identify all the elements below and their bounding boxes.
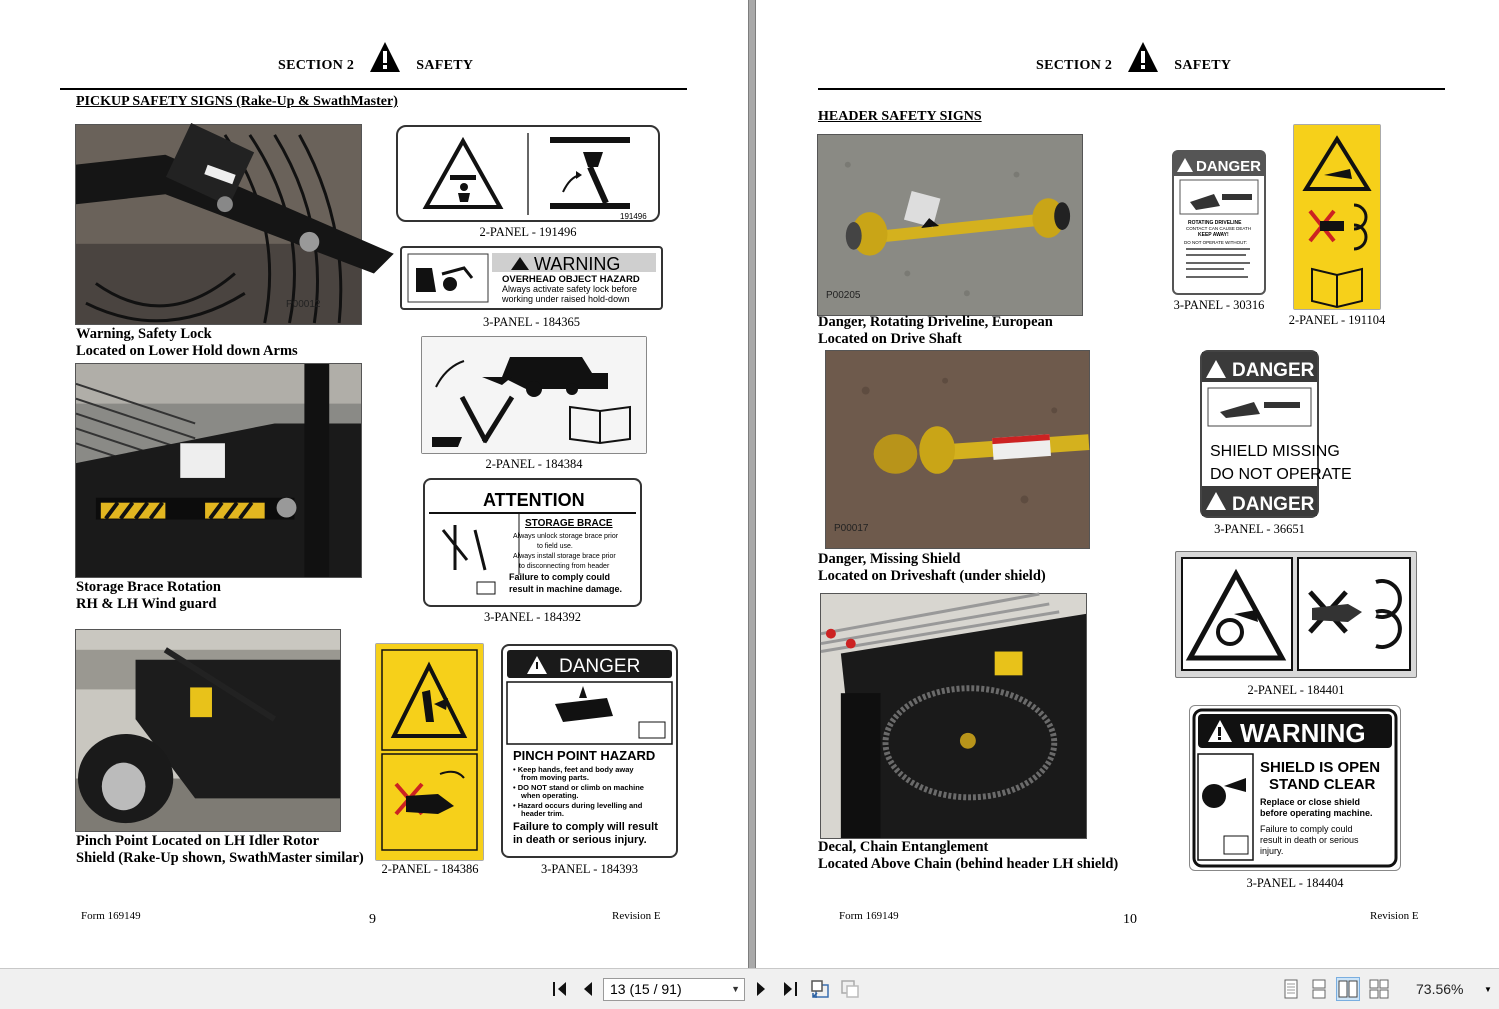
decal-label: 2-PANEL - 184386 xyxy=(381,862,479,876)
photo-chain-entanglement xyxy=(820,593,1087,839)
decal-label: 2-PANEL - 191496 xyxy=(479,225,577,239)
go-back-button[interactable] xyxy=(808,977,832,1001)
section-title: SAFETY xyxy=(1174,58,1232,73)
photo-caption: Decal, Chain Entanglement Located Above Chain (behind header LH shield) xyxy=(818,839,1119,872)
page-gutter xyxy=(748,0,756,968)
svg-text:OVERHEAD OBJECT HAZARD: OVERHEAD OBJECT HAZARD xyxy=(502,274,640,285)
warning-triangle-icon xyxy=(1126,40,1160,74)
warning-triangle-icon xyxy=(368,40,402,74)
svg-text:STAND CLEAR: STAND CLEAR xyxy=(1269,776,1376,793)
decal-184393 xyxy=(501,644,678,858)
document-page-right xyxy=(756,0,1499,968)
facing-view-button[interactable] xyxy=(1336,977,1360,1001)
forward-view-icon xyxy=(839,978,861,1000)
svg-text:when operating.: when operating. xyxy=(521,791,579,800)
previous-page-button[interactable] xyxy=(576,977,600,1001)
section-title: SAFETY xyxy=(416,58,474,73)
header-rule xyxy=(818,88,1445,90)
decal-label: 2-PANEL - 191104 xyxy=(1288,313,1386,327)
first-page-button[interactable] xyxy=(548,977,572,1001)
svg-text:• Keep hands, feet and body aw: • Keep hands, feet and body away xyxy=(513,765,634,774)
svg-text:before operating machine.: before operating machine. xyxy=(1260,808,1373,818)
svg-text:working under raised hold-down: working under raised hold-down xyxy=(502,294,630,304)
photo-rotating-driveline xyxy=(817,134,1083,316)
continuous-view-button[interactable] xyxy=(1307,977,1331,1001)
photo-missing-shield xyxy=(825,350,1090,549)
decal-184365 xyxy=(400,246,663,310)
footer-revision: Revision E xyxy=(612,910,661,922)
section-header xyxy=(1036,40,1231,74)
section-heading: PICKUP SAFETY SIGNS (Rake-Up & SwathMaster) xyxy=(76,94,398,109)
decal-191496 xyxy=(396,125,660,222)
continuous-facing-view-button[interactable] xyxy=(1367,977,1391,1001)
footer-form: Form 169149 xyxy=(839,910,899,922)
photo-code: P00017 xyxy=(834,523,869,534)
svg-text:WARNING: WARNING xyxy=(1240,718,1366,748)
svg-text:STORAGE BRACE: STORAGE BRACE xyxy=(525,518,613,529)
header-rule xyxy=(60,88,687,90)
single-page-view-button[interactable] xyxy=(1279,977,1303,1001)
svg-text:SHIELD MISSING: SHIELD MISSING xyxy=(1210,443,1340,460)
svg-text:WARNING: WARNING xyxy=(534,254,621,274)
decal-label: 2-PANEL - 184401 xyxy=(1247,683,1345,697)
svg-text:DANGER: DANGER xyxy=(1232,494,1315,515)
continuous-facing-icon xyxy=(1369,979,1389,999)
svg-text:KEEP AWAY!: KEEP AWAY! xyxy=(1198,232,1229,238)
svg-text:Failure to comply could: Failure to comply could xyxy=(1260,824,1353,834)
photo-storage-brace xyxy=(75,363,362,578)
svg-text:to disconnecting from header: to disconnecting from header xyxy=(519,563,610,570)
svg-text:to field use.: to field use. xyxy=(537,543,573,550)
decal-184404 xyxy=(1189,705,1401,871)
last-page-icon xyxy=(780,979,800,999)
dropdown-arrow-icon: ▼ xyxy=(1484,984,1492,994)
svg-text:Failure to comply will result: Failure to comply will result xyxy=(513,821,658,833)
svg-text:Replace or close shield: Replace or close shield xyxy=(1260,797,1361,807)
svg-text:Always activate safety lock be: Always activate safety lock before xyxy=(502,284,638,294)
svg-text:result in machine damage.: result in machine damage. xyxy=(509,584,623,594)
svg-text:Always unlock storage brace pr: Always unlock storage brace prior xyxy=(513,533,619,540)
decal-184386 xyxy=(375,643,484,861)
svg-text:ROTATING DRIVELINE: ROTATING DRIVELINE xyxy=(1188,220,1242,226)
decal-label: 3-PANEL - 30316 xyxy=(1173,298,1265,312)
photo-code: P00205 xyxy=(826,290,861,301)
svg-text:result in death or serious: result in death or serious xyxy=(1260,835,1359,845)
decal-label: 3-PANEL - 184365 xyxy=(483,315,580,329)
next-page-button[interactable] xyxy=(749,977,773,1001)
svg-text:injury.: injury. xyxy=(1260,846,1284,856)
decal-label: 3-PANEL - 184404 xyxy=(1246,876,1344,890)
photo-code: P00012 xyxy=(286,299,321,310)
section-label: SECTION 2 xyxy=(1036,58,1113,73)
section-header xyxy=(278,40,473,74)
photo-safety-lock xyxy=(75,124,362,325)
continuous-page-icon xyxy=(1310,979,1328,999)
svg-text:from moving parts.: from moving parts. xyxy=(521,773,589,782)
page-number: 10 xyxy=(1123,912,1137,927)
svg-text:CONTACT CAN CAUSE DEATH: CONTACT CAN CAUSE DEATH xyxy=(1186,226,1252,231)
decal-30316 xyxy=(1172,150,1266,295)
decal-code: 191496 xyxy=(620,212,647,221)
svg-text:SHIELD IS OPEN: SHIELD IS OPEN xyxy=(1260,759,1381,776)
zoom-dropdown-button[interactable] xyxy=(1480,977,1496,1001)
dropdown-arrow-icon: ▼ xyxy=(731,984,740,994)
decal-label: 3-PANEL - 184392 xyxy=(484,610,581,624)
svg-text:DANGER: DANGER xyxy=(559,656,641,677)
decal-label: 2-PANEL - 184384 xyxy=(485,457,583,471)
svg-text:DANGER: DANGER xyxy=(1232,360,1315,381)
photo-caption: Storage Brace Rotation RH & LH Wind guard xyxy=(76,579,221,612)
decal-label: 3-PANEL - 184393 xyxy=(541,862,638,876)
first-page-icon xyxy=(550,979,570,999)
decal-191104 xyxy=(1293,124,1381,310)
last-page-button[interactable] xyxy=(778,977,802,1001)
decal-184401 xyxy=(1175,551,1417,678)
navigation-toolbar xyxy=(0,968,1499,1009)
zoom-level[interactable]: 73.56% xyxy=(1416,981,1464,997)
facing-pages-icon xyxy=(1338,979,1358,999)
single-page-icon xyxy=(1282,979,1300,999)
previous-page-icon xyxy=(578,979,598,999)
svg-text:in death or serious injury.: in death or serious injury. xyxy=(513,834,647,846)
page-number-select[interactable] xyxy=(603,978,745,1001)
svg-text:Always install storage brace p: Always install storage brace prior xyxy=(513,553,616,560)
svg-text:PINCH POINT HAZARD: PINCH POINT HAZARD xyxy=(513,748,656,763)
photo-caption: Warning, Safety Lock Located on Lower Hold down Arms xyxy=(76,326,298,359)
svg-text:Failure to comply could: Failure to comply could xyxy=(509,572,611,582)
svg-text:DO NOT OPERATE: DO NOT OPERATE xyxy=(1210,466,1352,483)
page-indicator: 13 (15 / 91) xyxy=(610,981,682,997)
decal-184384 xyxy=(421,336,647,454)
decal-36651 xyxy=(1200,350,1352,518)
decal-184392 xyxy=(423,478,642,607)
next-page-icon xyxy=(751,979,771,999)
photo-caption: Danger, Rotating Driveline, European Located on Drive Shaft xyxy=(818,314,1053,347)
photo-pinch-point xyxy=(75,629,341,832)
section-label: SECTION 2 xyxy=(278,58,355,73)
svg-text:DANGER: DANGER xyxy=(1196,158,1262,175)
svg-text:• DO NOT stand or climb on mac: • DO NOT stand or climb on machine xyxy=(513,783,644,792)
footer-revision: Revision E xyxy=(1370,910,1419,922)
photo-caption: Danger, Missing Shield Located on Driveshaft (under shield) xyxy=(818,551,1046,584)
photo-caption: Pinch Point Located on LH Idler Rotor Shield (Rake-Up shown, SwathMaster similar) xyxy=(76,833,364,866)
page-number: 9 xyxy=(369,912,376,927)
svg-text:ATTENTION: ATTENTION xyxy=(483,490,585,510)
svg-text:• Hazard occurs during levelli: • Hazard occurs during levelling and xyxy=(513,801,643,810)
footer-form: Form 169149 xyxy=(81,910,141,922)
decal-label: 3-PANEL - 36651 xyxy=(1214,522,1305,536)
document-page-left xyxy=(0,0,748,968)
back-view-icon xyxy=(809,978,831,1000)
go-forward-button[interactable] xyxy=(838,977,862,1001)
svg-text:DO NOT OPERATE WITHOUT:: DO NOT OPERATE WITHOUT: xyxy=(1184,240,1247,245)
svg-text:header trim.: header trim. xyxy=(521,809,564,818)
section-heading: HEADER SAFETY SIGNS xyxy=(818,109,982,124)
